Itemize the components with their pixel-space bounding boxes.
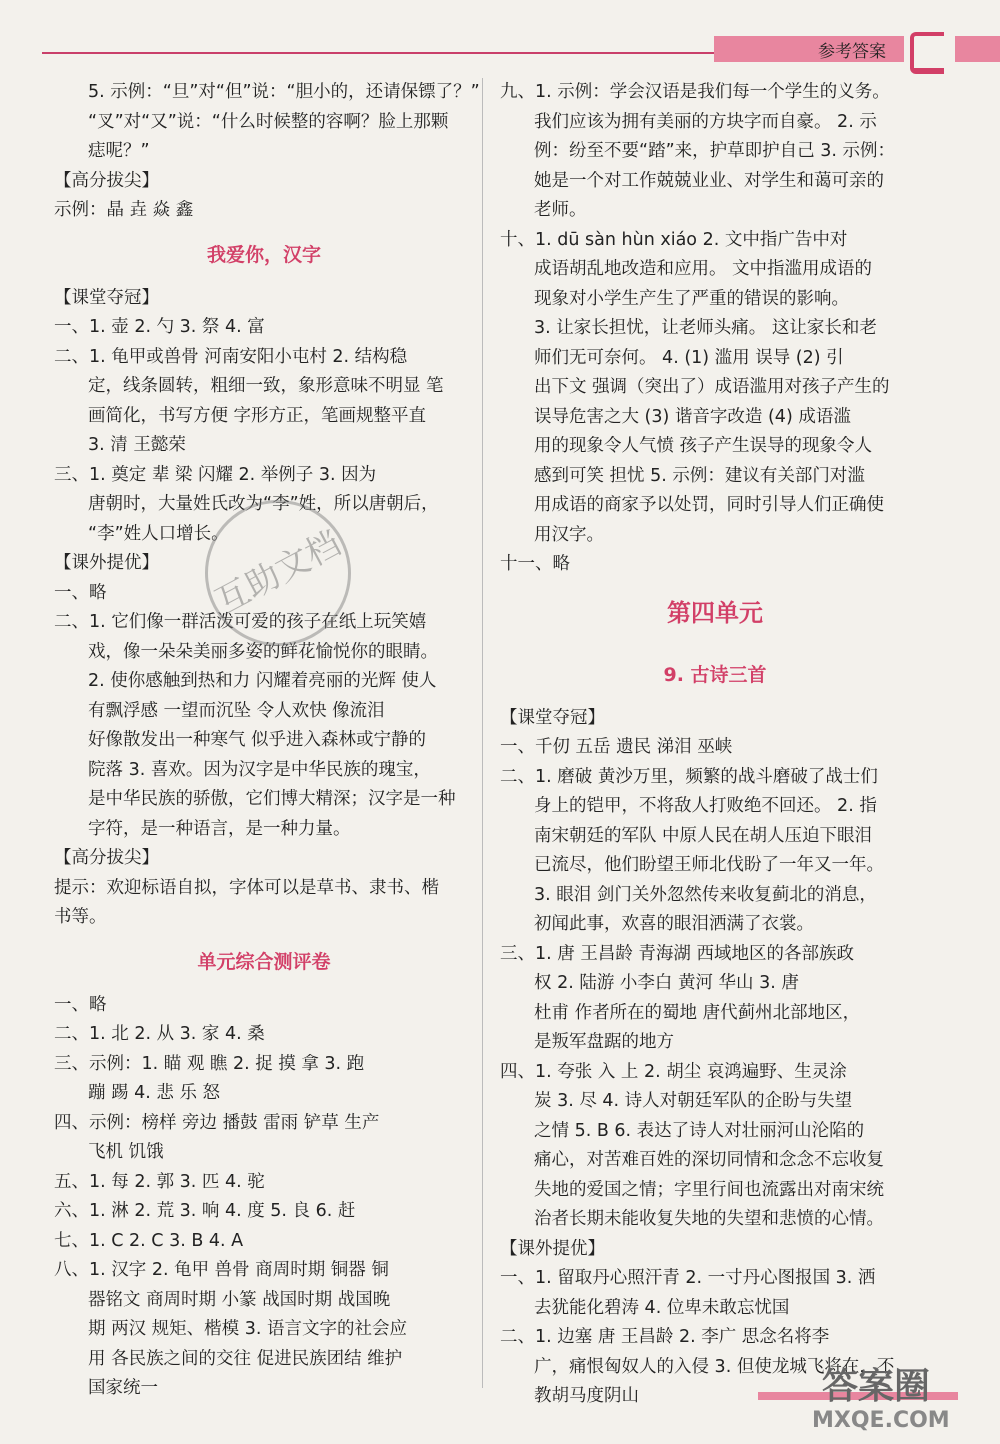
answer-line: 失地的爱国之情；字里行间也流露出对南宋统	[534, 1179, 884, 1200]
answer-line: 唐朝时，大量姓氏改为“李”姓，所以唐朝后，	[88, 494, 439, 514]
answer-line: 五、1. 每 2. 郭 3. 匹 4. 驼	[54, 1171, 265, 1192]
answer-line: 【课堂夺冠】	[54, 287, 159, 308]
answer-line: 四、1. 夸张 入 上 2. 胡尘 哀鸿遍野、生灵涂	[500, 1061, 847, 1082]
answer-line: 师们无可奈何。 4. (1) 滥用 误导 (2) 引	[534, 347, 844, 368]
section-title: 第四单元	[667, 598, 763, 627]
answer-line: 是叛军盘踞的地方	[534, 1032, 674, 1052]
answer-line: 十一、略	[500, 554, 570, 574]
answer-line: 字符，是一种语言，是一种力量。	[88, 818, 351, 839]
answer-line: 【课外提优】	[54, 553, 159, 573]
answer-line: 七、1. C 2. C 3. B 4. A	[54, 1230, 244, 1251]
answer-line: 3. 清 王懿荣	[88, 435, 186, 455]
answer-line: 例：纷至不要“踏”来，护草即护自己 3. 示例：	[534, 141, 895, 161]
answer-line: 痛心，对苦难百姓的深切同情和念念不忘收复	[534, 1150, 884, 1170]
answer-line: 是中华民族的骄傲，它们博大精深；汉字是一种	[88, 789, 456, 809]
answer-line: 我们应该为拥有美丽的方块字而自豪。 2. 示	[534, 111, 877, 132]
section-title: 9. 古诗三首	[663, 663, 767, 686]
answer-line: 身上的铠甲，不将敌人打败绝不回还。 2. 指	[534, 796, 877, 816]
answer-line: 二、1. 北 2. 从 3. 家 4. 桑	[54, 1024, 265, 1044]
answer-line: 三、1. 奠定 辈 梁 闪耀 2. 举例子 3. 因为	[54, 464, 377, 485]
answer-line: 器铭文 商周时期 小篆 战国时期 战国晚	[88, 1289, 391, 1310]
answer-line: 初闻此事，欢喜的眼泪洒满了衣裳。	[534, 914, 814, 934]
answer-line: 一、1. 壶 2. 勺 3. 祭 4. 富	[54, 317, 265, 337]
left-column	[54, 78, 480, 1404]
answer-line: 之情 5. B 6. 表达了诗人对壮丽河山沦陷的	[534, 1120, 865, 1141]
answer-line: 用的现象令人气愤 孩子产生误导的现象令人	[534, 436, 873, 456]
watermark-stamp: 互助文档	[179, 474, 376, 671]
answer-line: 3. 让家长担忧，让老师头痛。 这让家长和老	[534, 318, 877, 338]
answer-line: 飞机 饥饿	[88, 1142, 164, 1162]
answer-line: 5. 示例：“旦”对“但”说：“胆小的，还请保镖了？”	[88, 82, 480, 102]
answer-line: 八、1. 汉字 2. 龟甲 兽骨 商周时期 铜器 铜	[54, 1260, 389, 1280]
answer-line: 【高分拔尖】	[54, 170, 159, 191]
footer-logo: 答案圈	[822, 1366, 931, 1407]
answer-line: 已流尽，他们盼望王师北伐盼了一年又一年。	[534, 855, 884, 875]
header-bar	[714, 36, 904, 62]
answer-line: 好像散发出一种寒气 似乎进入森林或宁静的	[88, 730, 427, 750]
answer-line: 杜甫 作者所在的蜀地 唐代蓟州北部地区，	[534, 1002, 861, 1023]
footer-logo-url: MXQE.COM	[812, 1408, 950, 1433]
answer-line: 【课外提优】	[500, 1238, 605, 1259]
answer-line: 南宋朝廷的军队 中原人民在胡人压迫下眼泪	[534, 825, 873, 846]
answer-line: 国家统一	[88, 1378, 158, 1398]
column-divider	[482, 78, 483, 1388]
section-title: 单元综合测评卷	[197, 950, 331, 973]
answer-line: 治者长期未能收复失地的失望和悲愤的心情。	[534, 1209, 884, 1229]
answer-line: 一、略	[54, 994, 107, 1015]
answer-line: 去犹能化碧涛 4. 位卑未敢忘忧国	[534, 1297, 790, 1318]
answer-line: 四、示例：榜样 旁边 播鼓 雷雨 铲草 生产	[54, 1112, 380, 1133]
answer-line: 权 2. 陆游 小李白 黄河 华山 3. 唐	[534, 973, 799, 993]
answer-line: 用 各民族之间的交往 促进民族团结 维护	[88, 1348, 403, 1369]
header-label: 参考答案	[818, 42, 886, 62]
answer-line: 二、1. 边塞 唐 王昌龄 2. 李广 思念名将李	[500, 1327, 830, 1347]
answer-line: 一、千仞 五岳 遗民 涕泪 巫峡	[500, 737, 733, 757]
answer-line: 戏，像一朵朵美丽多姿的鲜花愉悦你的眼睛。	[88, 641, 438, 662]
answer-line: 痣呢？”	[88, 141, 150, 161]
answer-line: 2. 使你感触到热和力 闪耀着亮丽的光辉 使人	[88, 671, 437, 691]
answer-line: 二、1. 磨破 黄沙万里，频繁的战斗磨破了战士们	[500, 766, 878, 787]
answer-line: 院落 3. 喜欢。因为汉字是中华民族的瑰宝，	[88, 759, 431, 780]
right-column	[500, 78, 930, 1412]
answer-line: 用成语的商家予以处罚，同时引导人们正确使	[534, 495, 884, 515]
answer-line: 三、示例：1. 瞄 观 瞧 2. 捉 摸 拿 3. 跑	[54, 1053, 365, 1074]
answer-line: 画简化，书写方便 字形方正，笔画规整平直	[88, 405, 427, 426]
answer-line: 六、1. 淋 2. 荒 3. 响 4. 度 5. 良 6. 赶	[54, 1201, 356, 1221]
answer-line: 三、1. 唐 王昌龄 青海湖 西域地区的各部族政	[500, 943, 854, 964]
answer-line: “叉”对“又”说：“什么时候整的容啊？脸上那颗	[88, 111, 449, 132]
answer-line: 广，痛恨匈奴人的入侵 3. 但使龙城飞将在，不	[534, 1356, 895, 1377]
header-rule	[42, 52, 714, 54]
corner-mark-icon	[910, 32, 944, 74]
answer-line: 提示：欢迎标语自拟，字体可以是草书、隶书、楷	[54, 877, 439, 898]
answer-line: 用汉字。	[534, 524, 604, 545]
answer-line: 二、1. 它们像一群活泼可爱的孩子在纸上玩笑嬉	[54, 612, 427, 632]
section-title: 我爱你，汉字	[206, 243, 321, 266]
answer-line: 出下文 强调（突出了）成语滥用对孩子产生的	[534, 377, 890, 397]
answer-line: 一、略	[54, 582, 107, 603]
answer-line: 二、1. 龟甲或兽骨 河南安阳小屯村 2. 结构稳	[54, 346, 408, 367]
answer-line: 误导危害之大 (3) 谐音字改造 (4) 成语滥	[534, 406, 851, 427]
answer-line: 3. 眼泪 剑门关外忽然传来收复蓟北的消息，	[534, 884, 877, 905]
answer-line: 蹦 踢 4. 悲 乐 怒	[88, 1083, 221, 1103]
answer-line: 九、1. 示例：学会汉语是我们每一个学生的义务。	[500, 82, 890, 102]
answer-line: 书等。	[54, 907, 107, 927]
answer-line: 一、1. 留取丹心照汗青 2. 一寸丹心图报国 3. 洒	[500, 1268, 876, 1288]
answer-line: 定，线条圆转，粗细一致，象形意味不明显 笔	[88, 376, 444, 396]
answer-line: 教胡马度阴山	[534, 1386, 639, 1406]
answer-line: 成语胡乱地改造和应用。 文中指滥用成语的	[534, 259, 873, 279]
answer-line: 她是一个对工作兢兢业业、对学生和蔼可亲的	[534, 170, 884, 191]
answer-line: 老师。	[534, 200, 587, 220]
answer-line: 示例：晶 垚 焱 鑫	[54, 200, 194, 220]
answer-line: “李”姓人口增长。	[88, 523, 229, 544]
answer-line: 感到可笑 担忧 5. 示例：建议有关部门对滥	[534, 465, 865, 486]
answer-line: 炭 3. 尽 4. 诗人对朝廷军队的企盼与失望	[534, 1091, 853, 1111]
answer-line: 期 两汉 规矩、楷模 3. 语言文字的社会应	[88, 1319, 407, 1339]
answer-line: 【高分拔尖】	[54, 848, 159, 868]
answer-line: 【课堂夺冠】	[500, 707, 605, 728]
answer-line: 现象对小学生产生了严重的错误的影响。	[534, 288, 849, 309]
answer-line: 十、1. dū sàn hùn xiáo 2. 文中指广告中对	[500, 229, 848, 250]
answer-line: 有飘浮感 一望而沉坠 令人欢快 像流泪	[88, 700, 385, 721]
corner-bar	[955, 36, 1000, 62]
